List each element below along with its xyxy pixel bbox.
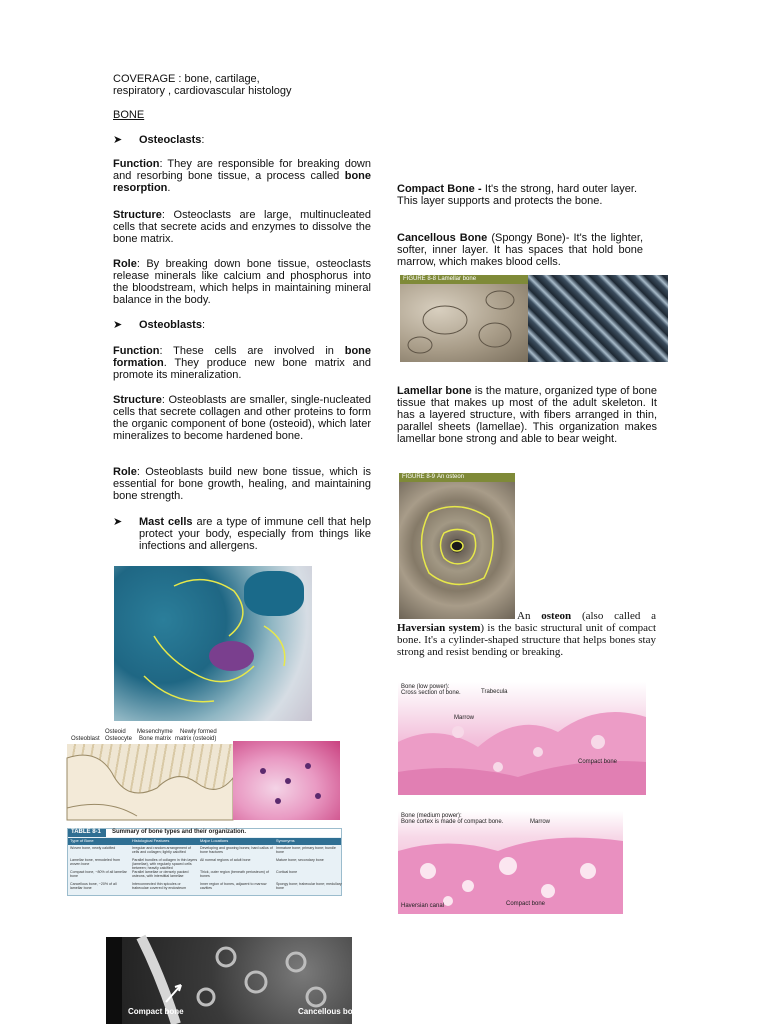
table-cell: Cortical bone (276, 870, 298, 874)
osteoclasts-function: Function: They are responsible for breaking down and resorbing bone tissue, a process called bone resorption. (113, 158, 371, 194)
osteoblasts-function: Function: These cells are involved in bone formation. They produce new bone matrix and promote its mineralization. (113, 345, 371, 381)
osteon-micrograph (399, 473, 515, 619)
osteoclasts-structure: Structure: Osteoclasts are large, multinucleated cells that secrete acids and enzymes to dissolve the bone matrix. (113, 209, 371, 245)
bone-low-power-micrograph (398, 682, 646, 795)
compact-bone-paragraph: Compact Bone - It's the strong, hard outer layer. This layer supports and protects the bone. (397, 183, 637, 207)
lamellar-bone-polarized-micrograph (528, 275, 668, 362)
osteoid-diagram (67, 728, 233, 820)
lamellar-bone-paragraph: Lamellar bone is the mature, organized type of bone tissue that makes up most of the adult skeleton. It has a layered structure, with fibers arranged in thin, parallel sheets (lamellae). This organization makes lamellar bone strong and able to bear weight. (397, 385, 657, 445)
figure-title: Bone (medium power): (401, 813, 462, 819)
table-title: TABLE 8-1 (71, 829, 101, 835)
figure-subtitle: Bone cortex is made of compact bone. (401, 819, 504, 825)
table-cell: Parallel lamellae or densely packed osteons, with interstitial lamellae (132, 870, 189, 878)
diagram-label: Bone matrix (139, 736, 172, 742)
lamellar-bone-micrograph-left (400, 275, 528, 362)
table-cell: Irregular and random arrangement of cells and collagen; lightly calcified (132, 846, 191, 854)
table-cell: Compact bone, ~80% of all lamellar bone (70, 870, 127, 878)
table-cell: Woven bone, newly calcified (70, 846, 116, 850)
section-heading-bone: BONE (113, 109, 145, 121)
coverage-line: COVERAGE : bone, cartilage, (113, 73, 260, 85)
osteoblasts-heading: Osteoblasts: (139, 319, 206, 331)
mast-cells-paragraph: Mast cells are a type of immune cell that help protect your body, especially from things like infections and allergens. (139, 516, 371, 552)
figure-label-marrow: Marrow (530, 819, 551, 825)
diagram-label: Mesenchyme (137, 729, 173, 735)
table-header-cell: Type of Bone (70, 838, 94, 843)
bullet-arrow-icon: ➤ (113, 134, 123, 146)
figure-label-marrow: Marrow (454, 715, 475, 721)
osteon-paragraph: An osteon (also called a Haversian system) is the basic structural unit of compact bone. It's a cylinder-shaped structure that helps bones stay strong and resist bending or breaking. (397, 610, 656, 658)
figure-label-cancellous: Cancellous bone (298, 1007, 363, 1016)
table-cell: Thick, outer region (beneath periosteum) of bones (200, 870, 269, 878)
figure-label-compact: Compact bone (128, 1007, 184, 1016)
osteoblasts-role: Role: Osteoblasts build new bone tissue, which is essential for bone growth, healing, and maintaining bone strength. (113, 466, 371, 502)
table-header-cell: Major Locations (200, 838, 229, 843)
diagram-label: Osteoid (105, 729, 126, 735)
table-cell: Developing and growing bones; hard callus of bone fractures (200, 846, 273, 854)
bone-types-table (67, 828, 342, 896)
table-cell: Parallel bundles of collagen in thin layers (lamellae), with regularly spaced cells between; heavily calcified (132, 858, 198, 870)
bullet-arrow-icon: ➤ (113, 516, 123, 528)
table-cell: Spongy bone; trabecular bone; medullary bone (276, 882, 342, 890)
diagram-label: Newly formed (180, 729, 217, 735)
figure-label-haversian: Haversian canal (401, 903, 445, 909)
bullet-arrow-icon: ➤ (113, 319, 123, 331)
osteoclasts-heading: Osteoclasts: (139, 134, 205, 146)
table-header-cell: Synonyms (276, 838, 295, 843)
table-cell: Immature bone; primary bone; bundle bone (276, 846, 336, 854)
diagram-label: matrix (osteoid) (175, 736, 217, 742)
osteoblasts-structure: Structure: Osteoblasts are smaller, single-nucleated cells that secrete collagen and other proteins to form the organic component of bone (osteoid), which later mineralizes to become hardened bone. (113, 394, 371, 442)
figure-label-compact: Compact bone (578, 759, 618, 765)
osteoclasts-role: Role: By breaking down bone tissue, osteoclasts release minerals like calcium and phosphorus into the bloodstream, which helps in maintaining mineral balance in the body. (113, 258, 371, 306)
sem-bone-image (106, 937, 363, 1024)
table-caption: Summary of bone types and their organization. (112, 829, 247, 835)
figure-tag: FIGURE 8-8 (403, 276, 437, 282)
figure-title: Bone (low power): (401, 684, 450, 690)
table-cell: Lamellar bone, remodeled from woven bone (70, 858, 120, 866)
mast-cell-micrograph (114, 566, 312, 721)
cancellous-bone-paragraph: Cancellous Bone (Spongy Bone)- It's the lighter, softer, inner layer. It has spaces that hold bone marrow, which makes blood cells. (397, 232, 643, 268)
figure-tag: FIGURE 8-9 (402, 474, 436, 480)
figure-subtitle: Cross section of bone. (401, 690, 461, 696)
figure-caption: Lamellar bone (438, 276, 477, 282)
figure-caption: An osteon (437, 474, 465, 480)
coverage-line-2: respiratory , cardiovascular histology (113, 85, 292, 97)
bone-medium-power-micrograph (398, 811, 623, 914)
table-cell: Inner region of bones, adjacent to marrow cavities (200, 882, 267, 890)
table-header-cell: Histological Features (132, 838, 170, 843)
table-cell: Interconnected thin spicules or trabeculae covered by endosteum (132, 882, 187, 890)
osteoblast-micrograph (233, 741, 340, 820)
figure-label-compact: Compact bone (506, 901, 546, 907)
table-cell: All normal regions of adult bone (200, 858, 251, 862)
diagram-label: Osteocyte (105, 736, 133, 742)
table-cell: Mature bone; secondary bone (276, 858, 324, 862)
table-cell: Cancellous bone, ~20% of all lamellar bone (70, 882, 117, 890)
diagram-label: Osteoblast (71, 736, 100, 742)
figure-label-trabecula: Trabecula (481, 689, 508, 695)
